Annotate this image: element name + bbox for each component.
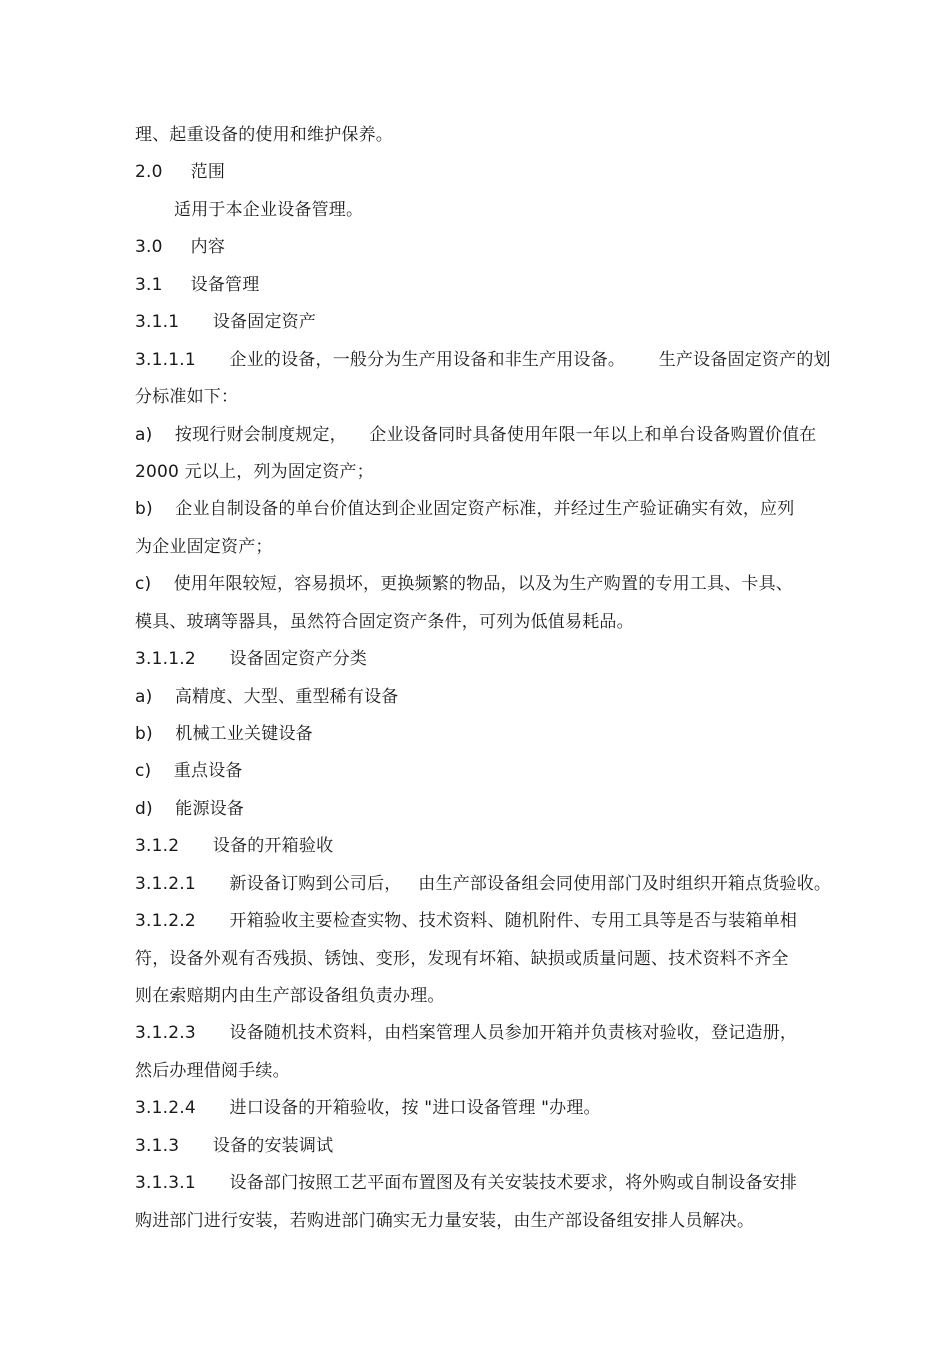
text-line: 3.1.1.1 企业的设备，一般分为生产用设备和非生产用设备。 生产设备固定资产的划 <box>135 350 831 370</box>
text-line: 2000 元以上，列为固定资产； <box>135 462 374 482</box>
list-item: a) 按现行财会制度规定， 企业设备同时具备使用年限一年以上和单台设备购置价值在 <box>135 425 817 445</box>
text-line: 为企业固定资产； <box>135 537 273 557</box>
section-heading: 3.0 内容 <box>135 237 226 257</box>
text-line: 符，设备外观有否残损、锈蚀、变形，发现有坏箱、缺损或质量问题、技术资料不齐全 <box>135 949 789 969</box>
list-item: c) 使用年限较短，容易损坏，更换频繁的物品，以及为生产购置的专用工具、卡具、 <box>135 574 793 594</box>
list-item: d) 能源设备 <box>135 799 245 819</box>
text-line: 分标准如下： <box>135 387 239 407</box>
section-heading: 3.1.1 设备固定资产 <box>135 312 317 332</box>
section-heading: 3.1.1.2 设备固定资产分类 <box>135 649 368 669</box>
text-line: 适用于本企业设备管理。 <box>174 200 364 220</box>
text-line: 3.1.3.1 设备部门按照工艺平面布置图及有关安装技术要求，将外购或自制设备安排 <box>135 1173 798 1193</box>
text-line: 3.1.2.4 进口设备的开箱验收，按 "进口设备管理 "办理。 <box>135 1098 601 1118</box>
section-heading: 3.1.2 设备的开箱验收 <box>135 836 334 856</box>
list-item: b) 企业自制设备的单台价值达到企业固定资产标准，并经过生产验证确实有效，应列 <box>135 499 795 519</box>
text-line: 然后办理借阅手续。 <box>135 1061 290 1081</box>
text-line: 购进部门进行安装，若购进部门确实无力量安装，由生产部设备组安排人员解决。 <box>135 1211 755 1231</box>
text-line: 模具、玻璃等器具，虽然符合固定资产条件，可列为低值易耗品。 <box>135 612 634 632</box>
section-heading: 3.1.3 设备的安装调试 <box>135 1136 334 1156</box>
text-line: 3.1.2.2 开箱验收主要检查实物、技术资料、随机附件、专用工具等是否与装箱单相 <box>135 911 798 931</box>
text-line: 3.1.2.1 新设备订购到公司后， 由生产部设备组会同使用部门及时组织开箱点货验收。 <box>135 874 832 894</box>
section-heading: 2.0 范围 <box>135 162 226 182</box>
text-line: 则在索赔期内由生产部设备组负责办理。 <box>135 986 445 1006</box>
list-item: a) 高精度、大型、重型稀有设备 <box>135 687 399 707</box>
list-item: c) 重点设备 <box>135 761 243 781</box>
list-item: b) 机械工业关键设备 <box>135 724 313 744</box>
text-line: 理、起重设备的使用和维护保养。 <box>135 125 393 145</box>
text-line: 3.1.2.3 设备随机技术资料，由档案管理人员参加开箱并负责核对验收，登记造册， <box>135 1023 798 1043</box>
section-heading: 3.1 设备管理 <box>135 275 260 295</box>
